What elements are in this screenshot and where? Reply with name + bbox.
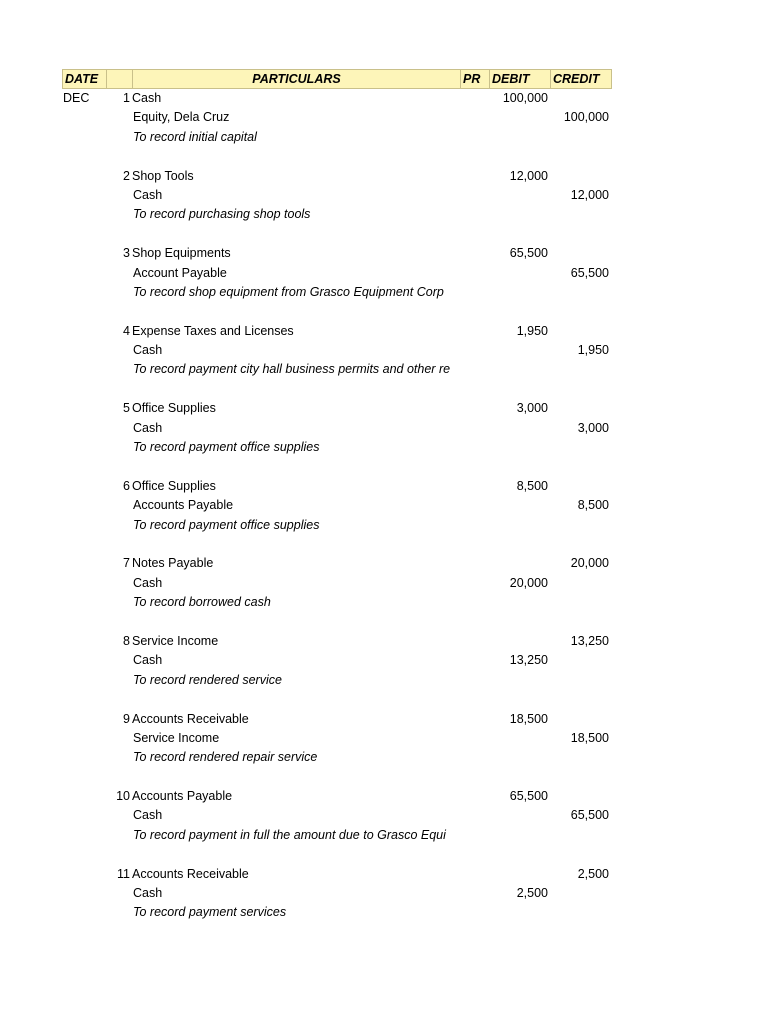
credit-cell[interactable]: 65,500 xyxy=(570,265,609,280)
credit-cell[interactable]: 18,500 xyxy=(570,730,609,745)
header-date[interactable]: DATE xyxy=(63,70,107,88)
credit-cell[interactable]: 1,950 xyxy=(577,343,609,358)
credit-cell[interactable]: 12,000 xyxy=(570,187,609,202)
blank-row xyxy=(62,302,612,321)
journal-line-row xyxy=(62,167,612,186)
credit-cell[interactable]: 8,500 xyxy=(577,498,609,513)
credit-cell[interactable]: 13,250 xyxy=(570,633,609,648)
description-cell[interactable]: To record rendered service xyxy=(133,672,282,687)
day-cell[interactable]: 1 xyxy=(123,91,130,105)
blank-row xyxy=(62,457,612,476)
description-cell[interactable]: To record purchasing shop tools xyxy=(133,207,311,222)
debit-cell[interactable]: 1,950 xyxy=(516,323,548,338)
journal-line-row xyxy=(62,244,612,263)
journal-line-row xyxy=(62,710,612,729)
journal-description-row xyxy=(62,516,612,535)
day-cell[interactable]: 9 xyxy=(123,711,130,726)
date-cell[interactable]: DEC xyxy=(63,91,90,105)
account-cell[interactable]: Shop Equipments xyxy=(132,246,231,261)
journal-line-row xyxy=(62,399,612,418)
header-credit[interactable]: CREDIT xyxy=(553,72,600,86)
description-cell[interactable]: To record borrowed cash xyxy=(133,595,271,610)
journal-line-row xyxy=(62,632,612,651)
account-cell[interactable]: Cash xyxy=(133,808,163,823)
journal-line-row xyxy=(62,865,612,884)
journal-line-row xyxy=(62,477,612,496)
blank-row xyxy=(62,845,612,864)
journal-description-row xyxy=(62,826,612,845)
blank-row xyxy=(62,225,612,244)
description-cell[interactable]: To record payment city hall business permits and other re xyxy=(133,362,451,377)
journal-description-row xyxy=(62,205,612,224)
journal-line-row xyxy=(62,108,612,127)
account-cell[interactable]: Office Supplies xyxy=(132,401,216,416)
description-cell[interactable]: To record rendered repair service xyxy=(133,750,318,765)
credit-cell[interactable]: 2,500 xyxy=(577,866,609,881)
debit-cell[interactable]: 3,000 xyxy=(516,401,548,416)
description-cell[interactable]: To record payment services xyxy=(133,905,287,920)
day-cell[interactable]: 7 xyxy=(123,556,130,571)
journal-line-row xyxy=(62,419,612,438)
journal-line-row xyxy=(62,574,612,593)
description-cell[interactable]: To record payment in full the amount due to Grasco Equi xyxy=(133,827,446,842)
debit-cell[interactable]: 13,250 xyxy=(509,653,548,668)
credit-cell[interactable]: 100,000 xyxy=(563,110,609,125)
journal-description-row xyxy=(62,360,612,379)
day-cell[interactable]: 6 xyxy=(123,478,130,493)
day-cell[interactable]: 11 xyxy=(117,866,130,881)
journal-line-row xyxy=(62,884,612,903)
journal-line-row xyxy=(62,341,612,360)
journal-line-row xyxy=(62,729,612,748)
account-cell[interactable]: Service Income xyxy=(133,730,220,745)
blank-row xyxy=(62,768,612,787)
day-cell[interactable]: 2 xyxy=(123,168,130,183)
account-cell[interactable]: Equity, Dela Cruz xyxy=(133,110,230,125)
debit-cell[interactable]: 12,000 xyxy=(509,168,548,183)
debit-cell[interactable]: 100,000 xyxy=(502,91,548,105)
account-cell[interactable]: Accounts Receivable xyxy=(132,711,249,726)
journal-description-row xyxy=(62,903,612,922)
journal-line-row xyxy=(62,186,612,205)
credit-cell[interactable]: 3,000 xyxy=(577,420,609,435)
debit-cell[interactable]: 8,500 xyxy=(516,478,548,493)
debit-cell[interactable]: 18,500 xyxy=(509,711,548,726)
day-cell[interactable]: 5 xyxy=(123,401,130,416)
journal-description-row xyxy=(62,283,612,302)
debit-cell[interactable]: 20,000 xyxy=(509,575,548,590)
journal-description-row xyxy=(62,671,612,690)
journal-line-row xyxy=(62,554,612,573)
account-cell[interactable]: Office Supplies xyxy=(132,478,216,493)
header-particulars[interactable]: PARTICULARS xyxy=(133,70,461,88)
account-cell[interactable]: Cash xyxy=(133,886,163,901)
description-cell[interactable]: To record payment office supplies xyxy=(133,517,320,532)
journal-line-row xyxy=(62,806,612,825)
account-cell[interactable]: Accounts Receivable xyxy=(132,866,249,881)
blank-row xyxy=(62,690,612,709)
account-cell[interactable]: Service Income xyxy=(132,633,219,648)
account-cell[interactable]: Cash xyxy=(133,187,163,202)
account-cell[interactable]: Expense Taxes and Licenses xyxy=(132,323,294,338)
credit-cell[interactable]: 65,500 xyxy=(570,808,609,823)
journal-description-row xyxy=(62,748,612,767)
journal-description-row xyxy=(62,128,612,147)
journal-body xyxy=(62,89,612,942)
journal-description-row xyxy=(62,438,612,457)
blank-row xyxy=(62,535,612,554)
blank-row xyxy=(62,923,612,942)
header-pr[interactable]: PR xyxy=(461,70,490,88)
debit-cell[interactable]: 65,500 xyxy=(509,789,548,804)
account-cell[interactable]: Shop Tools xyxy=(132,168,194,183)
journal-line-row xyxy=(62,496,612,515)
journal-line-row xyxy=(62,264,612,283)
account-cell[interactable]: Accounts Payable xyxy=(132,789,233,804)
account-cell[interactable]: Cash xyxy=(132,91,162,105)
day-cell[interactable]: 3 xyxy=(123,246,130,261)
blank-row xyxy=(62,380,612,399)
journal-header-row xyxy=(62,69,612,89)
header-debit[interactable]: DEBIT xyxy=(490,70,551,88)
debit-cell[interactable]: 65,500 xyxy=(509,246,548,261)
account-cell[interactable]: Notes Payable xyxy=(132,556,214,571)
debit-cell[interactable]: 2,500 xyxy=(516,886,548,901)
header-blank[interactable] xyxy=(107,70,133,88)
blank-row xyxy=(62,147,612,166)
day-cell[interactable]: 4 xyxy=(123,323,130,338)
day-cell[interactable]: 10 xyxy=(116,789,130,804)
account-cell[interactable]: Cash xyxy=(133,420,163,435)
journal-line-row xyxy=(62,787,612,806)
journal-sheet xyxy=(62,69,612,942)
journal-description-row xyxy=(62,593,612,612)
account-cell[interactable]: Cash xyxy=(133,343,163,358)
account-cell[interactable]: Accounts Payable xyxy=(133,498,234,513)
account-cell[interactable]: Cash xyxy=(133,575,163,590)
day-cell[interactable]: 8 xyxy=(123,633,130,648)
description-cell[interactable]: To record initial capital xyxy=(133,129,257,144)
blank-row xyxy=(62,613,612,632)
journal-line-row xyxy=(62,89,612,108)
account-cell[interactable]: Cash xyxy=(133,653,163,668)
account-cell[interactable]: Account Payable xyxy=(133,265,227,280)
credit-cell[interactable]: 20,000 xyxy=(570,556,609,571)
description-cell[interactable]: To record shop equipment from Grasco Equipment Corp xyxy=(133,284,444,299)
journal-line-row xyxy=(62,322,612,341)
description-cell[interactable]: To record payment office supplies xyxy=(133,440,320,455)
journal-line-row xyxy=(62,651,612,670)
